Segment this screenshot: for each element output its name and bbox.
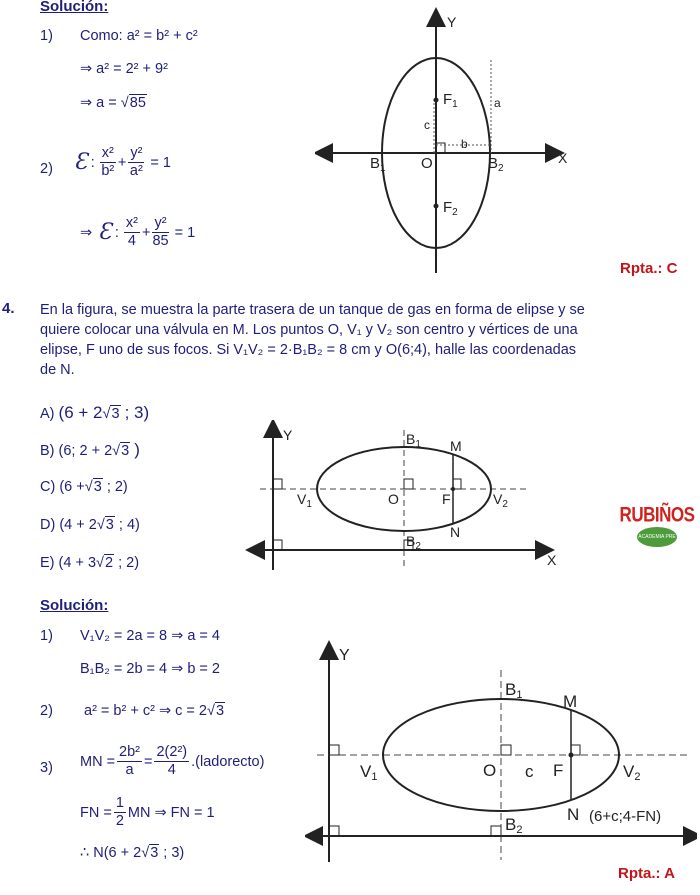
option-e[interactable]: E) (4 + 3√2 ; 2) [40, 555, 140, 571]
svg-text:a: a [494, 96, 501, 110]
step-text: B₁B₂ = 2b = 4 ⇒ b = 2 [80, 661, 220, 677]
step-number: 2) [40, 703, 53, 719]
svg-text:F: F [553, 761, 564, 780]
svg-text:F: F [442, 491, 451, 507]
svg-text:c: c [424, 118, 430, 132]
problem-statement: En la figura, se muestra la parte trasera de un tanque de gas en forma de elipse y se quiere colocar una válvula en M. Los puntos O, V₁ y V₂ son centro y vértices de una elipse, F uno de sus focos. Si V₁V₂ = 2·B₁B₂ = 8 cm y O(6;4), halle las coordenadas de N. [40, 302, 585, 378]
step-text: ⇒ a = √85 [80, 95, 146, 111]
svg-text:O: O [483, 761, 497, 780]
fn-equation: FN = $\frac{1}{2}$ MN ⇒ FN = 1 [80, 795, 215, 829]
svg-text:X: X [547, 552, 557, 568]
svg-text:M: M [563, 692, 578, 711]
option-b[interactable]: B) (6; 2 + 2√3 ) [40, 440, 140, 459]
svg-text:(6+c;4-FN): (6+c;4-FN) [589, 808, 662, 825]
answer-label: Rpta.: C [620, 260, 678, 277]
ellipse-symbol: Ɛ [74, 150, 88, 175]
ellipse-figure-vertical [315, 5, 575, 280]
svg-text:N: N [450, 524, 461, 540]
solution-title: Solución: [40, 597, 109, 614]
svg-text:F2: $F_2$ [443, 199, 458, 218]
option-a[interactable]: A) (6 + 2√3 ; 3) [40, 403, 150, 422]
svg-text:B2: $B_2$ [406, 533, 421, 552]
ellipse-figure-horizontal [245, 420, 575, 580]
svg-text:O: O [421, 155, 433, 172]
step-text: V₁V₂ = 2a = 8 ⇒ a = 4 [80, 628, 220, 644]
solution-title: Solución: [40, 0, 109, 15]
step-text: ⇒ a² = 2² + 9² [80, 61, 168, 77]
latus-rectum-equation: MN = $\frac{\text{2b²}}{a}$ = $\frac{\text{2(2²)}}{4}$ .(ladorecto) [80, 744, 265, 778]
svg-text:Y: Y [339, 647, 350, 664]
svg-text:B1: B1 [505, 680, 523, 701]
svg-text:X: X [558, 150, 568, 166]
result-text: ∴ N(6 + 2√3 ; 3) [80, 845, 185, 861]
option-c[interactable]: C) (6 +√3 ; 2) [40, 479, 128, 495]
svg-text:V2: $V_2$ [493, 491, 508, 510]
step-number: 2) [40, 161, 53, 177]
svg-text:Y: Y [447, 14, 457, 30]
svg-text:N: N [567, 805, 580, 824]
svg-text:B1: $B_1$ [370, 155, 386, 174]
svg-text:O: O [388, 491, 399, 507]
svg-text:B1: $B_1$ [406, 431, 421, 450]
answer-label: Rpta.: A [618, 865, 675, 882]
svg-text:V2: V2 [623, 762, 641, 783]
ellipse-figure-solution [305, 640, 697, 865]
step-number: 1) [40, 628, 53, 644]
svg-text:V1: V1 [360, 762, 378, 783]
svg-text:Y: Y [283, 427, 293, 443]
step-number: 3) [40, 760, 53, 776]
svg-text:b: b [461, 137, 468, 151]
step-text: a² = b² + c² ⇒ c = 2√3 [84, 703, 225, 719]
ellipse-equation-1: Ɛ : $\frac{\text{x²}}{\text{b²}}$ + $\frac{\text{y²}}{\text{a²}}$ = 1 [74, 145, 171, 179]
svg-text:V1: $V_1$ [297, 491, 312, 510]
step-number: 1) [40, 28, 53, 44]
problem-number: 4. [2, 300, 15, 317]
svg-text:c: c [525, 762, 534, 781]
svg-text:M: M [450, 438, 462, 454]
option-d[interactable]: D) (4 + 2√3 ; 4) [40, 517, 140, 533]
step-text: Como: a² = b² + c² [80, 28, 198, 44]
svg-text:F1: $F_1$ [443, 91, 458, 110]
svg-text:B2: B2 [505, 815, 523, 836]
svg-text:B2: $B_2$ [488, 155, 504, 174]
rubinos-logo: RUBIÑOS ACADEMIA PRE [618, 505, 696, 547]
ellipse-equation-2: ⇒ Ɛ : $\frac{\text{x²}}{4}$ + $\frac{\text{y²}}{85}$ = 1 [80, 215, 196, 249]
